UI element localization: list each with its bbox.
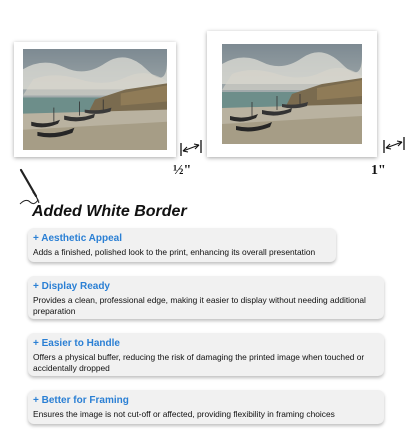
benefit-description: Ensures the image is not cut-off or affected, providing flexibility in framing choices xyxy=(33,409,335,419)
benefit-description: Offers a physical buffer, reducing the risk of damaging the printed image when touched or accidentally dropped xyxy=(33,352,365,373)
benefit-title: + Aesthetic Appeal xyxy=(33,233,123,244)
pen-icon xyxy=(18,168,44,206)
benefit-title: + Easier to Handle xyxy=(33,338,120,349)
benefit-title: + Display Ready xyxy=(33,281,110,292)
size-label-one-inch: 1" xyxy=(371,163,386,178)
section-heading: Added White Border xyxy=(32,203,187,220)
benefit-description: Provides a clean, professional edge, making it easier to display without needing additional preparation xyxy=(33,295,366,316)
print-one-inch-border xyxy=(207,31,377,157)
benefit-card-better-for-framing xyxy=(28,390,384,424)
benefit-card-display-ready xyxy=(28,276,384,319)
benefit-title: + Better for Framing xyxy=(33,395,129,406)
print-half-inch-border xyxy=(14,42,176,157)
painting-image xyxy=(23,49,167,150)
benefit-description: Adds a finished, polished look to the print, enhancing its overall presentation xyxy=(33,247,316,257)
benefit-card-aesthetic-appeal xyxy=(28,228,336,262)
measure-arrow-icon xyxy=(178,138,204,158)
size-label-half-inch: ½" xyxy=(173,163,192,178)
measure-arrow-icon xyxy=(381,135,407,155)
painting-image xyxy=(222,44,362,144)
benefit-card-easier-to-handle xyxy=(28,333,384,376)
